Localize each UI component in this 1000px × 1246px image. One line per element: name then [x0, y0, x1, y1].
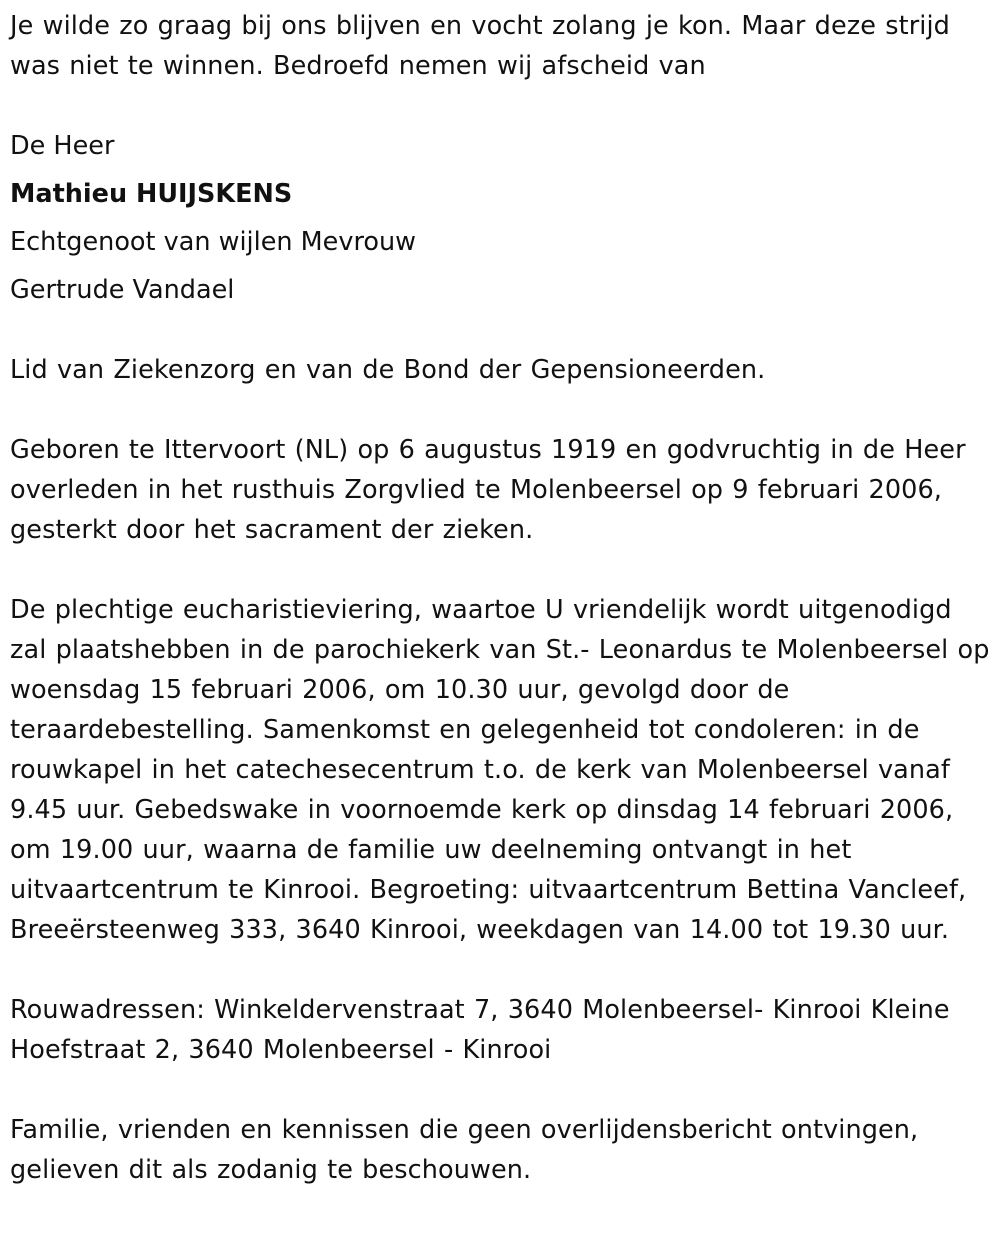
spacer — [10, 310, 990, 350]
deceased-heading — [10, 122, 990, 314]
membership-paragraph: Lid van Ziekenzorg en van de Bond der Gepensioneerden. — [10, 355, 766, 385]
closing-paragraph: Familie, vrienden en kennissen die geen overlijdensbericht ontvingen, gelieven dit als zodanig te beschouwen. — [10, 1115, 919, 1185]
honorific: De Heer — [10, 131, 115, 161]
spacer — [10, 950, 990, 990]
spouse-line-2: Gertrude Vandael — [10, 275, 235, 305]
spacer — [10, 550, 990, 590]
deceased-name: Mathieu HUIJSKENS — [10, 179, 293, 209]
intro-paragraph: Je wilde zo graag bij ons blijven en vocht zolang je kon. Maar deze strijd was niet te winnen. Bedroefd nemen wij afscheid van — [10, 11, 950, 81]
spacer — [10, 1070, 990, 1110]
ceremony-paragraph: De plechtige eucharistieviering, waartoe U vriendelijk wordt uitgenodigd zal plaatshebben in de parochiekerk van St.- Leonardus te Molenbeersel op woensdag 15 februari 2006, om 10.30 uur, gevolgd door de teraardebestelling. Samenkomst en gelegenheid tot condoleren: in de rouwkapel in het catechesecentrum t.o. de kerk van Molenbeersel vanaf 9.45 uur. Gebedswake in voornoemde kerk op dinsdag 14 februari 2006, om 19.00 uur, waarna de familie uw deelneming ontvangt in het uitvaartcentrum te Kinrooi. Begroeting: uitvaartcentrum Bettina Vancleef, Breeërsteenweg 333, 3640 Kinrooi, weekdagen van 14.00 tot 19.30 uur. — [10, 595, 990, 945]
spacer — [10, 86, 990, 126]
birth-death-paragraph: Geboren te Ittervoort (NL) op 6 augustus 1919 en godvruchtig in de Heer overleden in het rusthuis Zorgvlied te Molenbeersel op 9 februari 2006, gesterkt door het sacrament der zieken. — [10, 435, 966, 545]
spacer — [10, 390, 990, 430]
addresses-paragraph: Rouwadressen: Winkeldervenstraat 7, 3640 Molenbeersel- Kinrooi Kleine Hoefstraat 2, 3640 Molenbeersel - Kinrooi — [10, 995, 950, 1065]
spouse-line-1: Echtgenoot van wijlen Mevrouw — [10, 227, 417, 257]
